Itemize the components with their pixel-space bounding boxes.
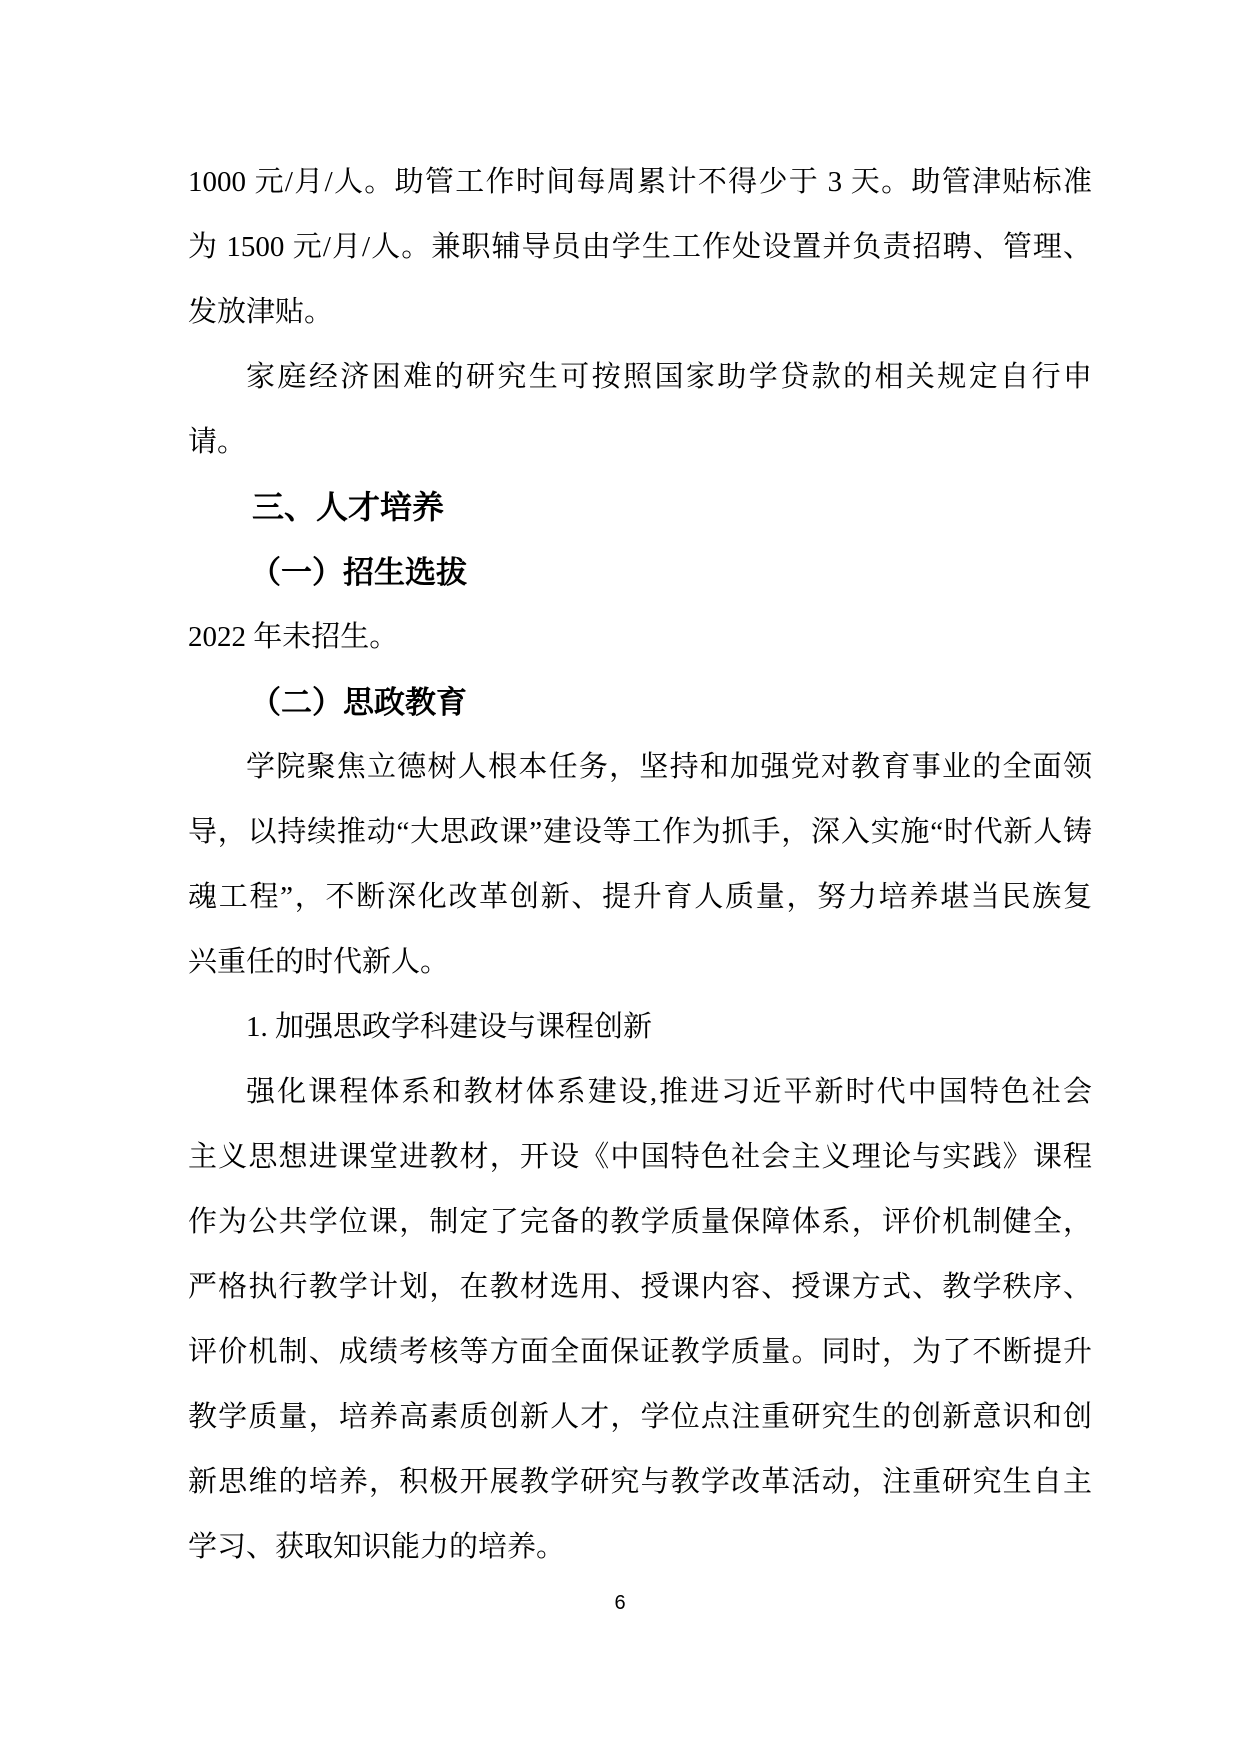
text-line: 三、人才培养: [252, 489, 445, 525]
page-number: 6: [614, 1592, 626, 1614]
text-line: 请。: [188, 426, 247, 458]
text-line: 发放津贴。: [188, 296, 334, 328]
text-line: 魂工程”，不断深化改革创新、提升育人质量，努力培养堪当民族复: [188, 881, 1092, 913]
text-line: 主义思想进课堂进教材，开设《中国特色社会主义理论与实践》课程: [188, 1141, 1092, 1173]
para-no-admission-2022: [188, 605, 1092, 670]
text-line: 学习、获取知识能力的培养。: [188, 1531, 566, 1563]
text-line: 教学质量，培养高素质创新人才，学位点注重研究生的创新意识和创: [188, 1401, 1092, 1433]
heading-admission-selection: [188, 540, 1092, 605]
text-line: 1. 加强思政学科建设与课程创新: [246, 1011, 653, 1043]
para-assistantship-stipend: [188, 150, 1092, 345]
text-line: 兴重任的时代新人。: [188, 946, 450, 978]
heading-talent-cultivation: [188, 475, 1092, 540]
text-line: 作为公共学位课，制定了完备的教学质量保障体系，评价机制健全，: [188, 1206, 1092, 1238]
text-line: （一）招生选拔: [250, 555, 467, 590]
text-line: 强化课程体系和教材体系建设,推进习近平新时代中国特色社会: [246, 1076, 1092, 1108]
text-line: 为 1500 元/月/人。兼职辅导员由学生工作处设置并负责招聘、管理、: [188, 231, 1092, 263]
para-college-ideology: [188, 735, 1092, 995]
text-line: （二）思政教育: [250, 685, 467, 720]
item-strengthen-curriculum-title: [188, 995, 1092, 1060]
heading-ideological-education: [188, 670, 1092, 735]
text-line: 学院聚焦立德树人根本任务，坚持和加强党对教育事业的全面领: [246, 751, 1092, 783]
para-student-loan: [188, 345, 1092, 475]
text-line: 严格执行教学计划，在教材选用、授课内容、授课方式、教学秩序、: [188, 1271, 1092, 1303]
text-line: 导，以持续推动“大思政课”建设等工作为抓手，深入实施“时代新人铸: [188, 816, 1092, 848]
text-line: 评价机制、成绩考核等方面全面保证教学质量。同时，为了不断提升: [188, 1336, 1092, 1368]
para-curriculum-system: [188, 1060, 1092, 1580]
text-line: 1000 元/月/人。助管工作时间每周累计不得少于 3 天。助管津贴标准: [188, 166, 1092, 198]
text-line: 家庭经济困难的研究生可按照国家助学贷款的相关规定自行申: [246, 361, 1092, 393]
text-line: 新思维的培养，积极开展教学研究与教学改革活动，注重研究生自主: [188, 1466, 1092, 1498]
text-line: 2022 年未招生。: [188, 621, 399, 653]
document-body: [188, 150, 1092, 1580]
